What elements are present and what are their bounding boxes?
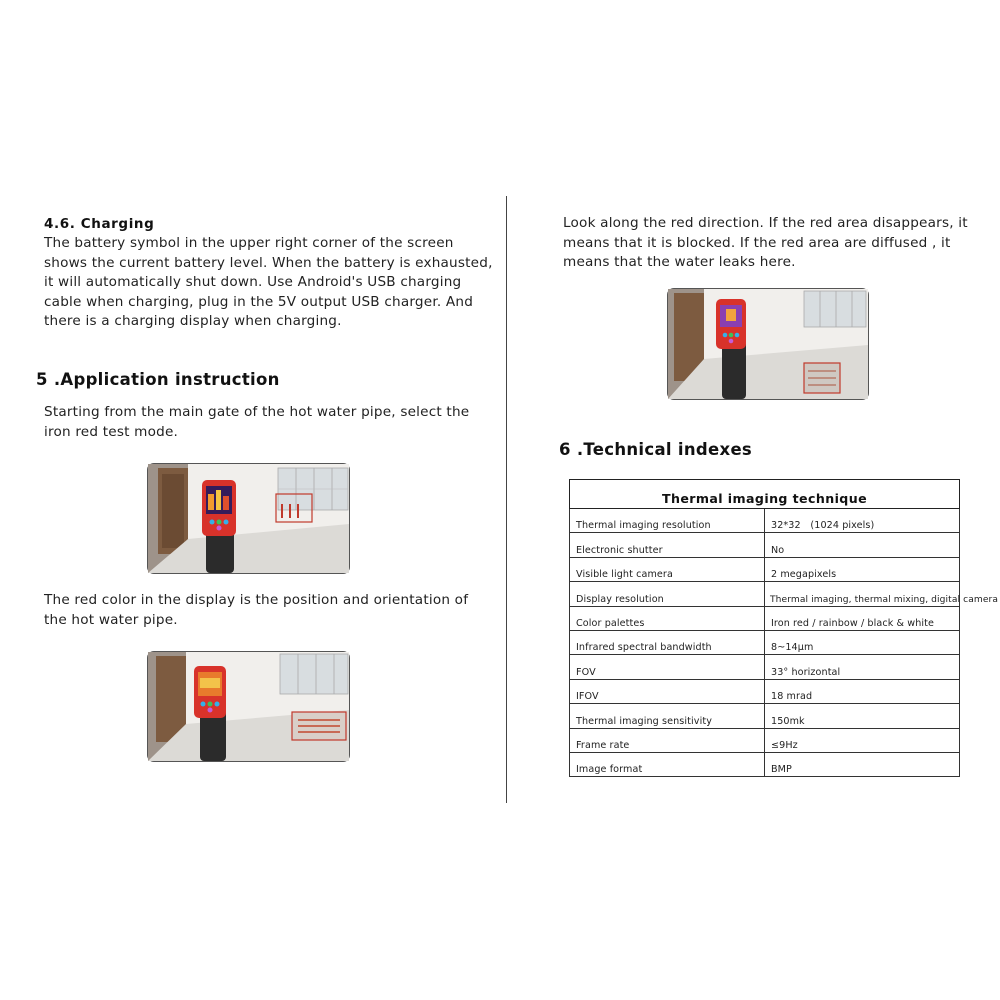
spec-value: 2 megapixels <box>765 557 960 581</box>
table-row <box>570 630 960 654</box>
application-middle <box>44 591 468 630</box>
table-row <box>570 679 960 703</box>
charging-line: it will automatically shut down. Use Android's USB charging <box>44 274 462 291</box>
thermal-camera-photo-illustration <box>148 464 349 573</box>
thermal-camera-photo-illustration <box>668 289 868 399</box>
spec-value: 8~14μm <box>765 630 960 654</box>
application-heading: 5 .Application instruction <box>36 370 280 389</box>
look-paragraph <box>563 214 968 273</box>
look-line: Look along the red direction. If the red area disappears, it <box>563 215 968 231</box>
table-row <box>570 752 960 776</box>
charging-line: there is a charging display when charging. <box>44 313 342 330</box>
table-row <box>570 509 960 533</box>
spec-label: Color palettes <box>570 606 765 630</box>
application-intro-line: iron red test mode. <box>44 423 179 440</box>
spec-value: No <box>765 533 960 557</box>
spec-label: Frame rate <box>570 728 765 752</box>
charging-heading: 4.6. Charging <box>44 216 155 232</box>
table-row <box>570 655 960 679</box>
photo-pipe-orientation <box>147 651 350 762</box>
column-divider <box>506 196 507 803</box>
application-middle-line: the hot water pipe. <box>44 611 178 628</box>
technical-spec-table <box>569 479 999 777</box>
spec-value: Thermal imaging, thermal mixing, digital camera <box>765 582 960 606</box>
photo-water-leak <box>667 288 869 400</box>
application-intro-line: Starting from the main gate of the hot water pipe, select the <box>44 404 470 420</box>
table-row <box>570 533 960 557</box>
look-line: means that the water leaks here. <box>563 254 796 271</box>
look-line: means that it is blocked. If the red area are diffused , it <box>563 234 951 251</box>
charging-line: cable when charging, plug in the 5V output USB charger. And <box>44 293 474 310</box>
spec-label: Image format <box>570 752 765 776</box>
thermal-camera-photo-illustration <box>148 652 349 761</box>
table-row <box>570 557 960 581</box>
table-header-row <box>570 480 960 509</box>
spec-value: 18 mrad <box>765 679 960 703</box>
spec-value: 32*32 (1024 pixels) <box>765 509 960 533</box>
table-title: Thermal imaging technique <box>570 480 960 509</box>
table-row <box>570 704 960 728</box>
charging-line: The battery symbol in the upper right corner of the screen <box>44 235 454 251</box>
charging-paragraph <box>44 234 493 332</box>
application-middle-line: The red color in the display is the position and orientation of <box>44 592 469 608</box>
spec-value: Iron red / rainbow / black & white <box>765 606 960 630</box>
technical-heading: 6 .Technical indexes <box>559 440 753 459</box>
spec-label: Thermal imaging resolution <box>570 509 765 533</box>
spec-label: Electronic shutter <box>570 533 765 557</box>
spec-value: 150mk <box>765 704 960 728</box>
table-row <box>570 728 960 752</box>
spec-value: ≤9Hz <box>765 728 960 752</box>
application-intro <box>44 403 469 442</box>
spec-label: IFOV <box>570 679 765 703</box>
table-row <box>570 606 960 630</box>
spec-label: Visible light camera <box>570 557 765 581</box>
spec-label: FOV <box>570 655 765 679</box>
spec-label: Display resolution <box>570 582 765 606</box>
charging-line: shows the current battery level. When the battery is exhausted, <box>44 254 493 271</box>
spec-value: 33° horizontal <box>765 655 960 679</box>
table-row <box>570 582 960 606</box>
spec-value: BMP <box>765 752 960 776</box>
spec-label: Thermal imaging sensitivity <box>570 704 765 728</box>
photo-main-gate-pipe <box>147 463 350 574</box>
spec-label: Infrared spectral bandwidth <box>570 630 765 654</box>
